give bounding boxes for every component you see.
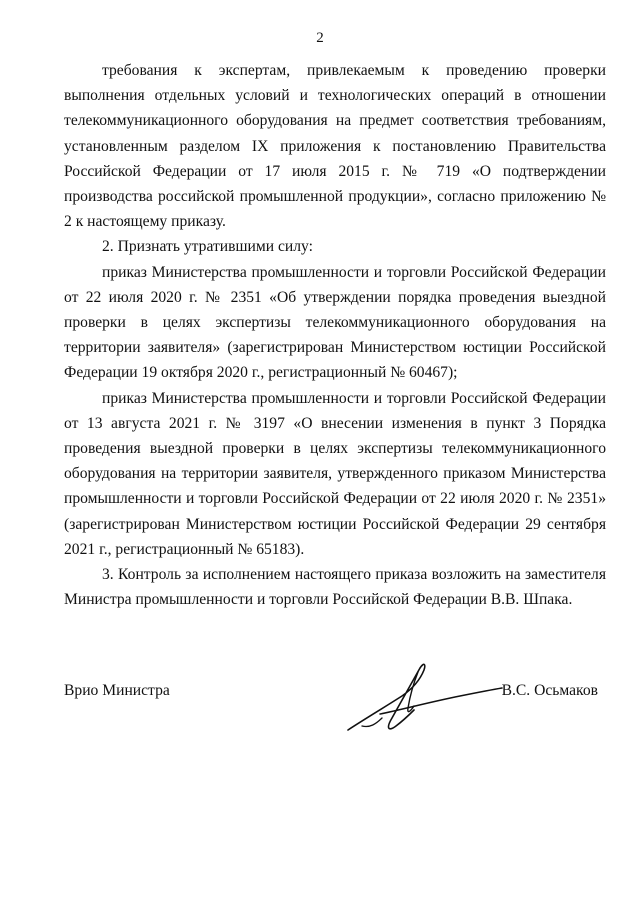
signatory-title: Врио Министра xyxy=(64,682,170,699)
signature-block xyxy=(64,682,606,712)
paragraph-item-2: 2. Признать утратившими силу: xyxy=(102,238,313,256)
handwritten-signature xyxy=(340,652,510,742)
paragraph-item-3: 3. Контроль за исполнением настоящего приказа возложить на заместителя Министра промышленности и торговли Российской Федерации В.В. Шпака. xyxy=(64,566,606,609)
paragraph-requirements-continuation: требования к экспертам, привлекаемым к проведению проверки выполнения отдельных условий и технологических операций в отношении телекоммуникационного оборудования на предмет соответствия требованиям, установленным разделом IX приложения к постановлению Правительства Российской Федерации от 17 июля 2015 г. № 719 «О подтверждении производства российской промышленной продукции», согласно приложению № 2 к настоящему приказу. xyxy=(64,62,606,231)
paragraph-repealed-order-2351: приказ Министерства промышленности и торговли Российской Федерации от 22 июля 2020 г. № 2351 «Об утверждении порядка проведения выездной проверки в целях экспертизы телекоммуникационного оборудования на территории заявителя» (зарегистрирован Министерством юстиции Российской Федерации 19 октября 2020 г., регистрационный № 60467); xyxy=(64,263,606,382)
paragraph-repealed-order-3197: приказ Министерства промышленности и торговли Российской Федерации от 13 августа 2021 г. № 3197 «О внесении изменения в пункт 3 Порядка проведения выездной проверки в целях экспертизы телекоммуникационного оборудования на территории заявителя, утвержденного приказом Министерства промышленности и торговли Российской Федерации от 22 июля 2020 г. № 2351» (зарегистрирован Министерством юстиции Российской Федерации 29 сентября 2021 г., регистрационный № 65183). xyxy=(64,389,606,558)
signatory-name: В.С. Осьмаков xyxy=(501,682,598,699)
document-body xyxy=(64,58,606,612)
page-number: 2 xyxy=(316,30,324,46)
